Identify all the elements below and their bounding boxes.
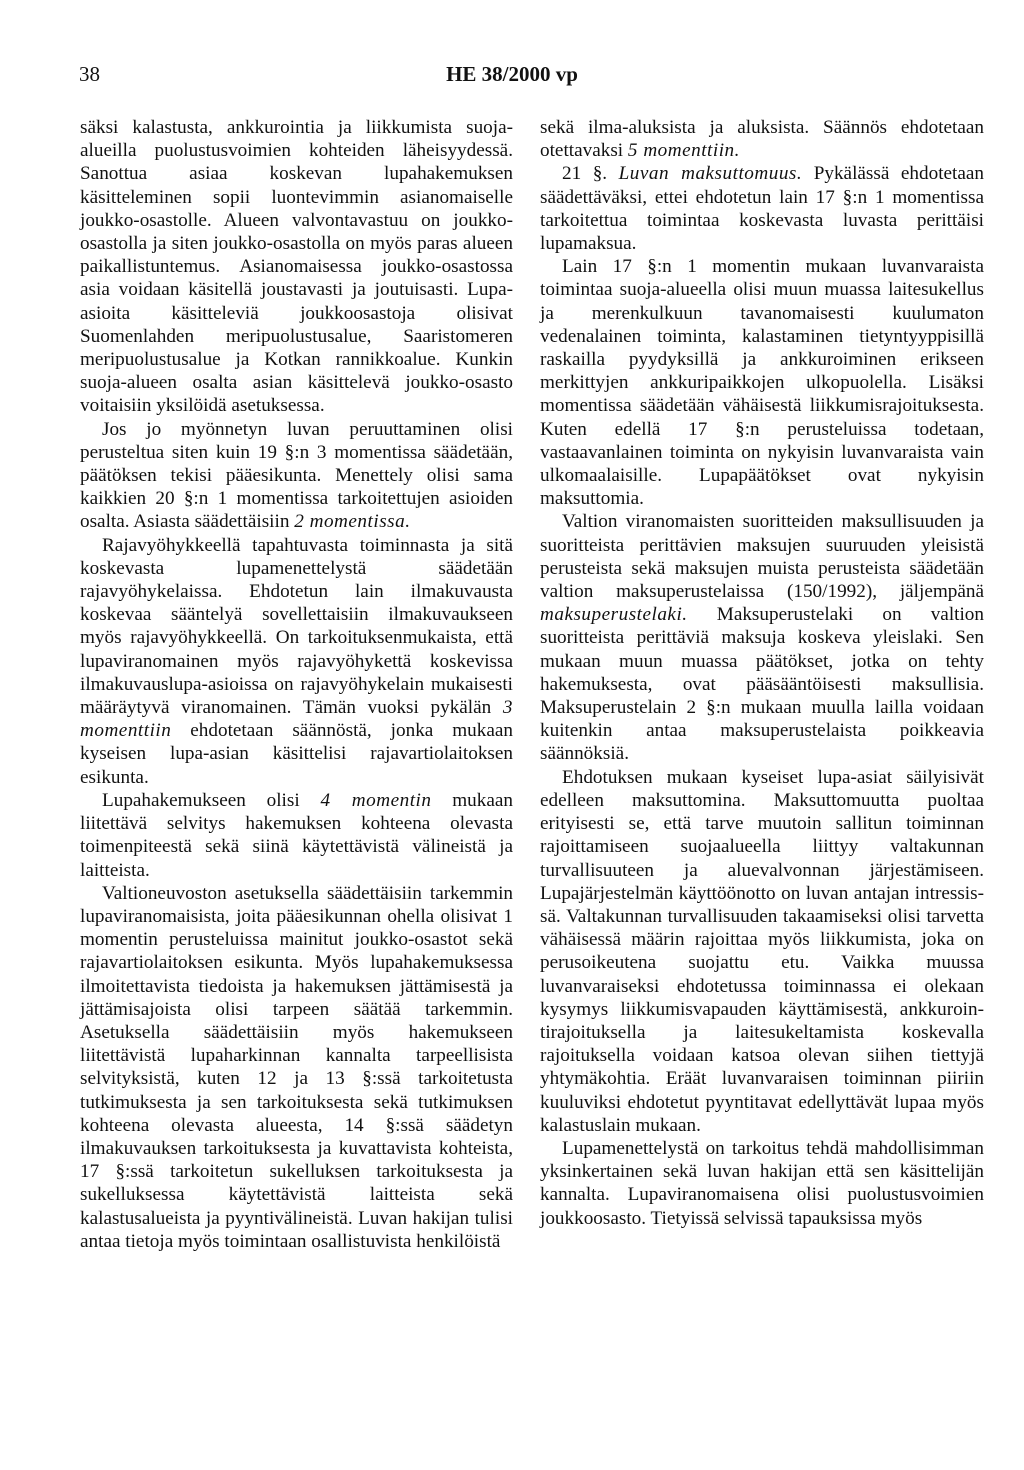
text-run: Jos jo myönnetyn luvan peruuttaminen olisi perusteltua siten kuin 19 §:n 3 momentissa säädetään, päätöksen tekisi pääesikunta. Menettely olisi sama kaikkien 20 §:n 1 momentissa tarkoitettujen asioiden osalta. Asiasta säädettäisiin [80,418,513,533]
italic-text: Luvan maksuttomuus. [618,163,803,185]
text-run: sekä ilma-aluksista ja aluksista. Säännös ehdotetaan otettavaksi [540,117,984,162]
text-run: Lupahakemukseen olisi [102,789,321,811]
paragraph [540,162,984,255]
text-run: Pykälässä ehdotetaan säädettäväksi, ettei ehdotetun lain 17 §:n 1 momentissa tarkoitettua toimintaa koskevasta luvasta perittäisi lupamaksua. [540,163,984,255]
text-run: säksi kalastusta, ankkurointia ja liikkumista suoja-alueilla puolustusvoimien kohteiden läheisyydessä. Sanottua asiaa koskevan lupahakemuksen käsitteleminen sopii luontevimmin asianomaiselle joukko-osastolle. Alueen valvontavastuu on joukko-osastolla ja siten joukko-osastolla on myös paras alueen paikallistuntemus. Asianomaisessa joukko-osastossa asia voidaan käsitellä joustavasti ja joutuisasti. Lupa-asioita käsitteleviä joukkoosastoja olisivat Suomenlahden meripuolustusalue, Saaristomeren meripuolustusalue ja Kotkan rannikkoalue. Kunkin suoja-alueen osalta asian käsittelevä joukko-osasto voitaisiin yksilöidä asetuksessa. [80,117,513,417]
paragraph [540,766,984,1137]
text-run: Valtioneuvoston asetuksella säädettäisiin tarkemmin lupaviranomaisista, joita pääesikunnan ohella olisivat 1 momentin perusteluissa mainitut joukko-osastot sekä rajavartiolaitoksen esikunta. Myös lupahakemuksessa ilmoitettavista tiedoista ja hakemuksen jättämisestä ja jättämisajoista olisi tarpeen säätää tarkemmin. Asetuksella säädettäisiin myös hakemukseen liitettävistä lupaharkinnan kannalta tarpeellisista selvityksistä, kuten 12 ja 13 §:ssä tarkoitetusta tutkimuksesta ja sen tarkoituksesta sekä tutkimuksen kohteena olevasta alueesta, 14 §:ssä säädetyn ilmakuvauksen tarkoituksesta ja kuvattavista kohteista, 17 §:ssä tarkoitetun sukelluksen tarkoituksesta ja sukelluksessa käytettävistä laitteista sekä kalastusalueista ja pyyntivälineistä. Luvan hakijan tulisi antaa tietoja myös toimintaan osallistuvista henkilöistä [80,882,513,1252]
italic-text: 5 momenttiin. [627,140,740,162]
paragraph [540,1137,984,1230]
text-run: Valtion viranomaisten suoritteiden maksullisuuden ja suoritteista perittävien maksujen suuruuden yleisistä perusteista sekä maksujen muista perusteista säädetään valtion maksuperustelaissa (150/1992), jäljempänä [540,511,984,603]
text-run: Ehdotuksen mukaan kyseiset lupa-asiat säilyisivät edelleen maksuttomina. Maksuttomuutta puoltaa erityisesti se, että tarve muutoin sallitun toiminnan rajoittamiseen suojaalueella liittyy valtakunnan turvallisuuteen ja aluevalvonnan järjestämiseen. Lupajärjestelmän käyttöönotto on luvan antajan intressissä. Valtakunnan turvallisuuden takaamiseksi olisi tarvetta vähäisessä määrin rajoittaa myös liikkumista, joka on perusoikeutena suojattu etu. Vaikka muussa luvanvaraiseksi ehdotetussa toiminnassa ei olekaan kysymys liikkumisvapauden käyttämisestä, ankkurointirajoituksella ja laitesukeltamista koskevalla rajoituksella voidaan katsoa olevan siihen tiettyjä yhtymäkohtia. Eräät luvanvaraisen toiminnan piiriin kuuluviksi ehdotetut pyyntitavat edellyttävät lupaa myös kalastuslain mukaan. [540,766,984,1136]
document-id: HE 38/2000 vp [446,62,578,86]
paragraph [80,789,513,882]
text-run: Lain 17 §:n 1 momentin mukaan luvanvaraista toimintaa suoja-alueella olisi muun muassa laitesukellus ja merenkulkuun tavanomaisesti kuulumaton vedenalainen toiminta, kalastaminen tietyntyyppisillä raskailla pyydyksillä ja ankkuroiminen erikseen merkittyjen ankkuripaikkojen ulkopuolella. Lisäksi momentissa säädetään vähäisestä liikkumisrajoituksesta. Kuten edellä 17 §:n perusteluissa todetaan, vastaavanlainen toiminta on nykyisin luvanvaraista vain ulkomaalaisille. Lupapäätökset ovat nykyisin maksuttomia. [540,256,984,510]
page-number: 38 [79,62,100,86]
left-column [80,116,513,1253]
italic-text: maksuperustelaki. [540,604,688,626]
italic-text: 2 momentissa. [294,511,411,533]
paragraph [80,534,513,789]
text-run: 21 §. [562,163,619,185]
paragraph [540,116,984,162]
text-run: ehdotetaan säännöstä, jonka mukaan kyseisen lupa-asian käsittelisi rajavartiolaitoksen esikunta. [80,720,513,788]
right-column [540,116,984,1230]
page-header [0,62,1024,92]
text-run: Rajavyöhykkeellä tapahtuvasta toiminnasta ja sitä koskevasta lupamenettelystä säädetään rajavyöhykelaissa. Ehdotetun lain ilmakuvausta koskevaa sääntelyä sovellettaisiin ilmakuvaukseen myös rajavyöhykkeellä. On tarkoituksenmukaista, että lupaviranomainen myös rajavyöhykettä koskevissa ilmakuvauslupa-asioissa on rajavyöhykelain mukaisesti määräytyvä viranomainen. Tämän vuoksi pykälän [80,534,513,719]
text-run: Maksuperustelaki on valtion suoritteista perittäviä maksuja koskeva yleislaki. Sen mukaan muun muassa päätökset, jotka on tehty hakemuksesta, ovat pääsääntöisesti maksullisia. Maksuperustelain 2 §:n mukaan muulla lailla voidaan kuitenkin antaa maksuperustelaista poikkeavia säännöksiä. [540,604,984,765]
paragraph [540,255,984,510]
paragraph [80,116,513,418]
italic-text: 3 momenttiin [80,697,513,742]
paragraph [80,882,513,1253]
italic-text: 4 momentin [320,789,432,811]
paragraph [540,510,984,765]
paragraph [80,418,513,534]
text-run: mukaan liitettävä selvitys hakemuksen kohteena olevasta toimenpiteestä sekä siinä käytettävistä välineistä ja laitteista. [80,789,513,881]
text-run: Lupamenettelystä on tarkoitus tehdä mahdollisimman yksinkertainen sekä luvan hakijan että sen käsittelijän kannalta. Lupaviranomaisena olisi puolustusvoimien joukkoosasto. Tietyissä selvissä tapauksissa myös [540,1137,984,1229]
